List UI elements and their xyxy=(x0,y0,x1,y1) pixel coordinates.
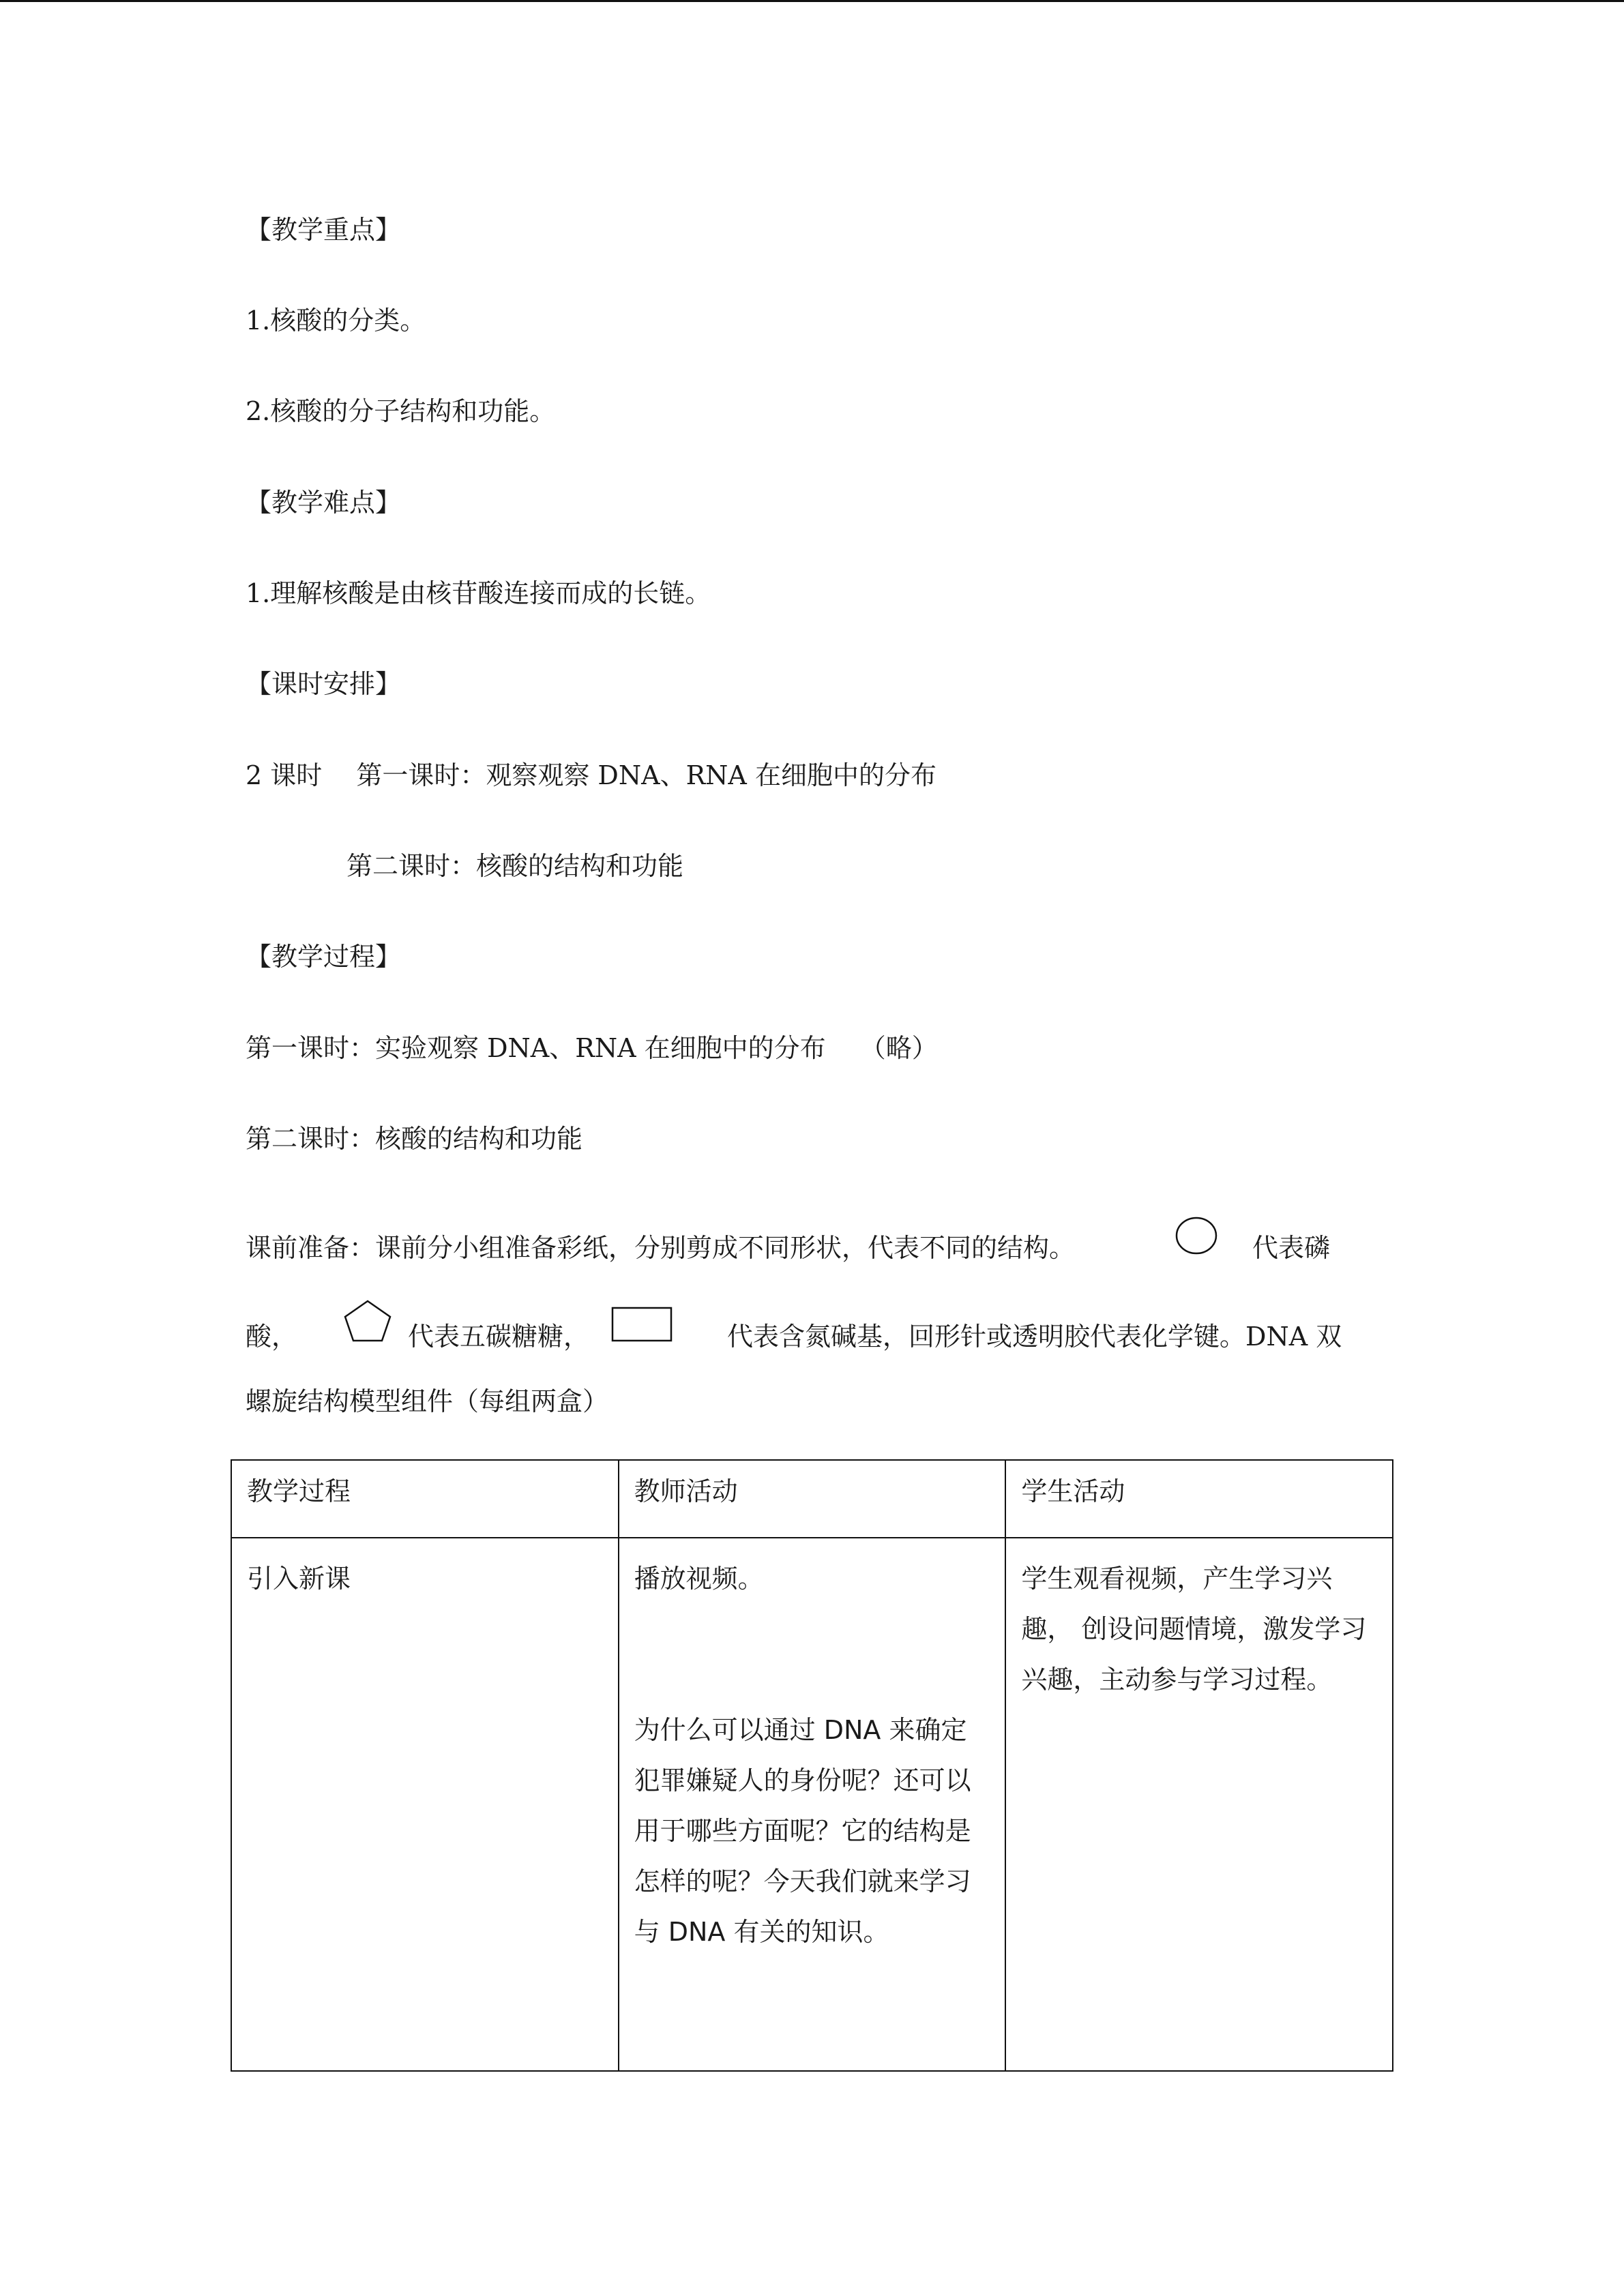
cell-stage xyxy=(231,1538,619,2071)
table-header-row xyxy=(231,1460,1393,1538)
header-process: 教学过程 xyxy=(231,1460,619,1538)
schedule-line-2: 第二课时：核酸的结构和功能 xyxy=(346,851,684,881)
difficulty-1: 1.理解核酸是由核苷酸连接而成的长链。 xyxy=(246,578,711,608)
lesson-2-line: 第二课时：核酸的结构和功能 xyxy=(246,1124,583,1154)
difficulties-heading: 【教学难点】 xyxy=(246,488,402,518)
lesson-1-line: 第一课时：实验观察 DNA、RNA 在细胞中的分布 （略） xyxy=(246,1033,938,1063)
circle-shape-icon xyxy=(1175,1215,1218,1256)
key-points-heading: 【教学重点】 xyxy=(246,215,402,245)
prep-text-part4: 代表五碳糖糖， xyxy=(408,1322,590,1352)
key-point-2: 2.核酸的分子结构和功能。 xyxy=(246,396,556,426)
rectangle-shape-icon xyxy=(611,1307,673,1342)
prep-text-part2: 代表磷 xyxy=(1252,1233,1331,1263)
prep-text-part6: 螺旋结构模型组件（每组两盒） xyxy=(246,1386,609,1416)
teaching-process-table xyxy=(231,1459,1393,2072)
teacher-text-1: 播放视频。 xyxy=(634,1564,764,1594)
teacher-text-2: 为什么可以通过 DNA 来确定犯罪嫌疑人的身份呢？还可以用于哪些方面呢？它的结构是怎样的呢？今天我们就来学习与 DNA 有关的知识。 xyxy=(634,1715,971,1947)
stage-text: 引入新课 xyxy=(247,1564,351,1594)
header-student-activity: 学生活动 xyxy=(1005,1460,1393,1538)
table-row xyxy=(231,1538,1393,2071)
prep-text-part5: 代表含氮碱基，回形针或透明胶代表化学键。DNA 双 xyxy=(727,1322,1342,1352)
prep-text-part1: 课前准备：课前分小组准备彩纸，分别剪成不同形状，代表不同的结构。 xyxy=(246,1233,1076,1263)
prep-text-part3: 酸， xyxy=(246,1322,298,1352)
pentagon-shape-icon xyxy=(342,1298,393,1343)
cell-teacher-activity xyxy=(619,1538,1006,2071)
schedule-line-1: 2 课时 第一课时：观察观察 DNA、RNA 在细胞中的分布 xyxy=(246,760,936,790)
page-top-border xyxy=(0,0,1624,2)
schedule-heading: 【课时安排】 xyxy=(246,669,402,699)
process-heading: 【教学过程】 xyxy=(246,942,402,972)
header-teacher-activity: 教师活动 xyxy=(619,1460,1006,1538)
key-point-1: 1.核酸的分类。 xyxy=(246,305,426,336)
student-text: 学生观看视频，产生学习兴趣， 创设问题情境，激发学习兴趣，主动参与学习过程。 xyxy=(1021,1564,1367,1695)
cell-student-activity xyxy=(1005,1538,1393,2071)
